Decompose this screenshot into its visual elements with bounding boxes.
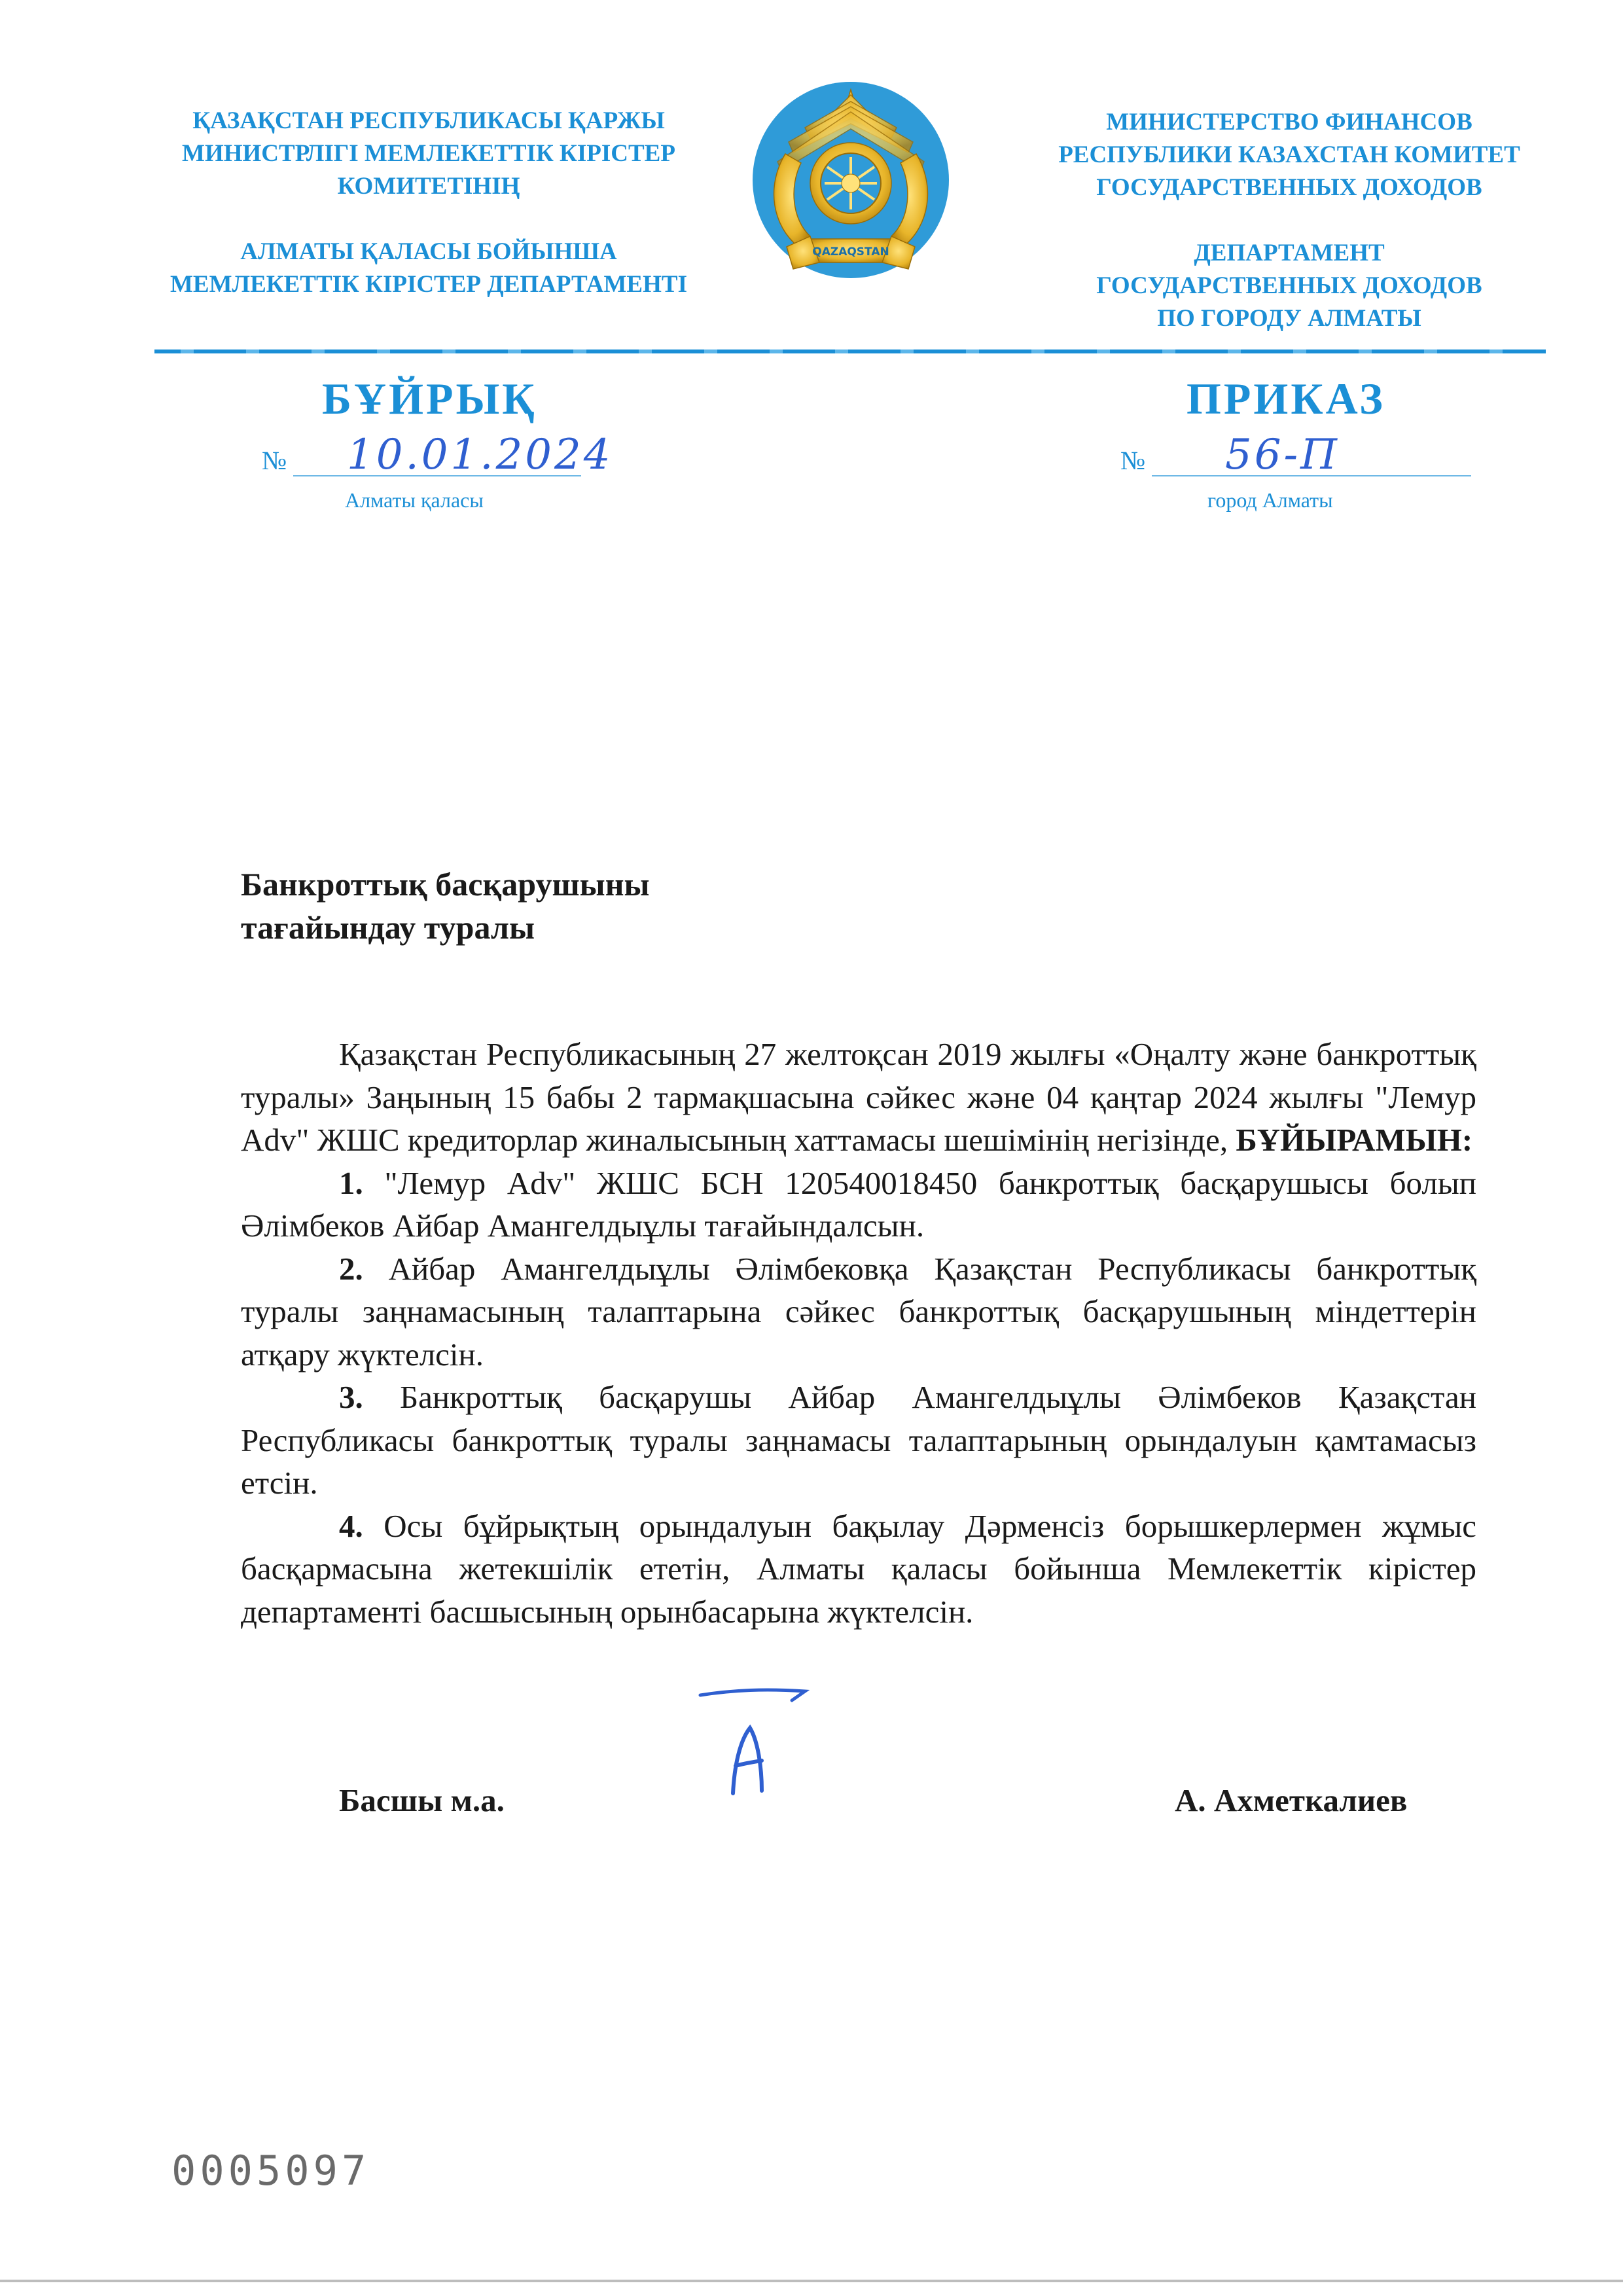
state-emblem-kazakhstan-icon — [746, 75, 955, 291]
number-sign: № — [262, 446, 287, 475]
header-ru-line: МИНИСТЕРСТВО ФИНАНСОВ — [1106, 109, 1472, 135]
body-command: БҰЙЫРАМЫН: — [1236, 1122, 1473, 1158]
header-kz-line: МИНИСТРЛІГІ МЕМЛЕКЕТТІК КІРІСТЕР — [182, 140, 675, 167]
header-ru-line: ДЕПАРТАМЕНТ — [1194, 240, 1385, 266]
order-number-line — [1120, 432, 1461, 478]
item-text: "Лемур Adv" ЖШС БСН 120540018450 банкроттық басқарушысы болып Әлімбеков Айбар Амангелдыұлы тағайындалсын. — [241, 1164, 1477, 1244]
form-serial-number: 0005097 — [171, 2147, 370, 2195]
order-title-ru: ПРИКАЗ — [1186, 374, 1385, 423]
signatory-title: Басшы м.а. — [339, 1782, 505, 1818]
order-number-handwritten: 56-П — [1225, 431, 1340, 479]
item-number: 4. — [339, 1507, 363, 1544]
item-number: 2. — [339, 1250, 363, 1287]
header-kz-line: КОМИТЕТІНІҢ — [337, 173, 520, 200]
body-item — [241, 1505, 1476, 1634]
scan-edge-line — [0, 2280, 1623, 2282]
header-kz — [134, 105, 723, 301]
city-kz: Алматы қаласы — [345, 488, 484, 512]
body-item — [241, 1247, 1476, 1376]
city-ru: город Алматы — [1207, 488, 1333, 512]
item-text: Осы бұйрықтың орындалуын бақылау Дәрменсіз борышкерлермен жұмыс басқармасына жетекшілік ететін, Алматы қаласы бойынша Мемлекеттік кірістер департаменті басшысының орынбасарына жүктелсін. — [241, 1507, 1477, 1630]
subject-line: тағайындау туралы — [241, 909, 535, 946]
emblem-text: QAZAQSTAN — [812, 245, 889, 259]
item-text: Айбар Амангелдыұлы Әлімбековқа Қазақстан Республикасы банкроттық туралы заңнамасының талаптарына сәйкес банкроттық басқарушының міндеттерін атқару жүктелсін. — [241, 1250, 1476, 1372]
header-ru-line: ПО ГОРОДУ АЛМАТЫ — [1157, 305, 1421, 332]
body-item — [241, 1162, 1476, 1247]
subject-line: Банкроттық басқарушыны — [241, 866, 650, 903]
body-item — [241, 1376, 1476, 1505]
body-preamble: Қазақстан Республикасының 27 желтоқсан 2019 жылғы «Оңалту және банкроттық туралы» Заңының 15 бабы 2 тармақшасына сәйкес және 04 қаңтар 2024 жылғы "Лемур Adv" ЖШС кредиторлар жиналысының хаттамасы шешімінің негізінде, БҰЙЫРАМЫН: — [241, 1036, 1476, 1158]
number-sign: № — [1120, 446, 1146, 475]
order-body — [241, 1033, 1476, 1633]
header-ru-line: РЕСПУБЛИКИ КАЗАХСТАН КОМИТЕТ — [1058, 141, 1520, 168]
handwritten-initial-icon — [694, 1676, 818, 1813]
order-subject — [241, 863, 650, 949]
header-divider — [154, 350, 1546, 353]
header-ru — [995, 106, 1584, 335]
item-text: Банкроттық басқарушы Айбар Амангелдыұлы Әлімбеков Қазақстан Республикасы банкроттық туралы заңнамасы талаптарының орындалуын қамтамасыз етсін. — [241, 1379, 1477, 1501]
signatory-name: А. Ахметкалиев — [1175, 1782, 1408, 1818]
order-date-handwritten: 10.01.2024 — [347, 431, 613, 479]
item-number: 3. — [339, 1379, 363, 1415]
header-kz-line: АЛМАТЫ ҚАЛАСЫ БОЙЫНША — [240, 238, 617, 265]
order-title-kz: БҰЙРЫҚ — [322, 374, 537, 423]
item-number: 1. — [339, 1164, 363, 1201]
header-kz-line: МЕМЛЕКЕТТІК КІРІСТЕР ДЕПАРТАМЕНТІ — [170, 271, 687, 298]
header-kz-line: ҚАЗАҚСТАН РЕСПУБЛИКАСЫ ҚАРЖЫ — [192, 107, 665, 134]
header-ru-line: ГОСУДАРСТВЕННЫХ ДОХОДОВ — [1096, 174, 1482, 201]
order-date-line — [262, 431, 613, 479]
header-ru-line: ГОСУДАРСТВЕННЫХ ДОХОДОВ — [1096, 272, 1482, 299]
